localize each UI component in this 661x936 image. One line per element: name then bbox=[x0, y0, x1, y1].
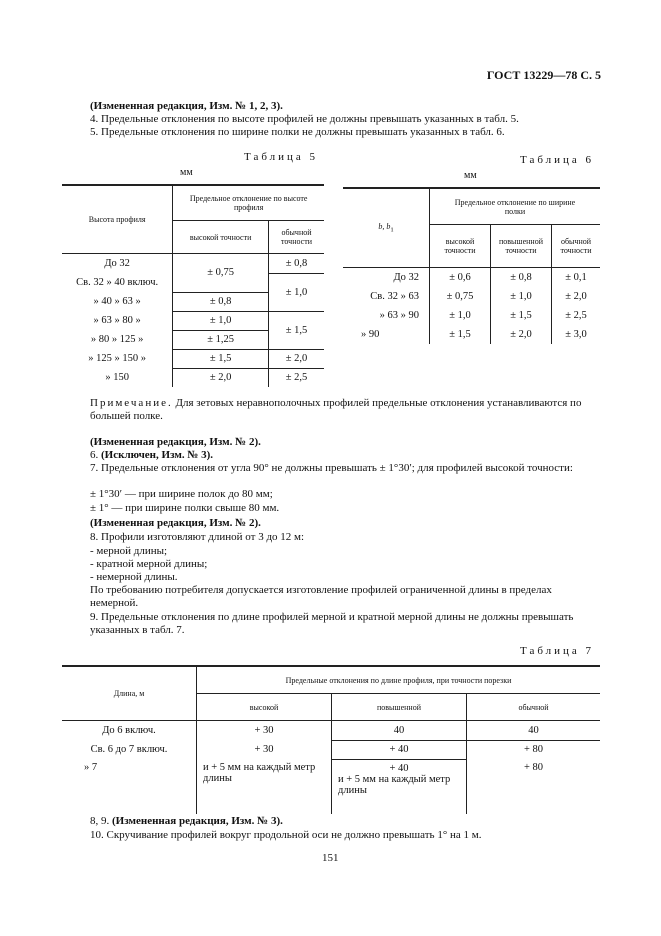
clause-9: 9. Предельные отклонения по длине профилей мерной и кратной мерной длины не должны превышать указанных в табл. 7. bbox=[90, 611, 574, 636]
clause-5: 5. Предельные отклонения по ширине полки не должны превышать указанных в табл. 6. bbox=[90, 126, 505, 138]
table7-col-group: Предельные отклонения по длине профиля, при точности порезки bbox=[197, 666, 601, 694]
table6-row: Св. 32 » 63 bbox=[370, 291, 419, 302]
table6-cell: ± 0,6 bbox=[430, 268, 491, 288]
table7-cell: 40 bbox=[467, 721, 601, 741]
table6-row: До 32 bbox=[393, 272, 419, 283]
table-7 bbox=[62, 665, 600, 814]
clause-8-b: - кратной мерной длины; bbox=[90, 558, 208, 570]
table5-col-group: Предельное отклонение по высоте профиля bbox=[173, 185, 324, 221]
table6-cell: ± 1,5 bbox=[430, 325, 491, 344]
table6-cell: ± 1,5 bbox=[491, 306, 552, 325]
table7-cell: + 30 bbox=[197, 740, 332, 759]
table7-col-len: Длина, м bbox=[62, 666, 197, 721]
table5-cell: ± 2,0 bbox=[268, 349, 324, 368]
table6-col-group: Предельное отклонение по ширине полки bbox=[430, 188, 601, 225]
edition-note: (Измененная редакция, Изм. № 2). bbox=[90, 436, 261, 448]
table6-row: » 90 bbox=[361, 329, 380, 340]
clause-7-b: ± 1° — при ширине полки свыше 80 мм. bbox=[90, 502, 280, 514]
table7-cell: + 40 bbox=[332, 740, 467, 759]
table6-cell: ± 3,0 bbox=[552, 325, 601, 344]
table5-cell: ± 1,5 bbox=[173, 349, 269, 368]
table-6 bbox=[343, 187, 600, 344]
clause-8-c: - немерной длины. bbox=[90, 571, 178, 583]
table6-cell: ± 2,5 bbox=[552, 306, 601, 325]
clause-7-a: ± 1°30′ — при ширине полок до 80 мм; bbox=[90, 488, 273, 500]
table6-col-normal: обычной точности bbox=[552, 225, 601, 268]
table7-cell: + 80 bbox=[467, 759, 601, 814]
table5-cell: ± 1,0 bbox=[268, 273, 324, 311]
table5-cell: ± 0,8 bbox=[268, 254, 324, 274]
note-body: Для зетовых неравнополочных профилей предельные отклонения устанавливаются по большей полке. bbox=[90, 397, 582, 422]
table5-caption: Таблица 5 bbox=[244, 151, 319, 163]
table6-unit: мм bbox=[464, 170, 477, 181]
table6-cell: ± 0,75 bbox=[430, 287, 491, 306]
table7-row: До 6 включ. bbox=[102, 725, 156, 736]
table7-col-inc: повышенной bbox=[332, 694, 467, 721]
table7-cell: 40 bbox=[332, 721, 467, 741]
table5-col-height: Высота профиля bbox=[62, 185, 173, 254]
table5-row: До 32 bbox=[104, 258, 130, 269]
edition-note: (Измененная редакция, Изм. № 1, 2, 3). bbox=[90, 100, 283, 112]
table7-caption: Таблица 7 bbox=[520, 645, 595, 657]
clause-4: 4. Предельные отклонения по высоте профилей не должны превышать указанных в табл. 5. bbox=[90, 113, 519, 125]
table5-row: » 150 bbox=[105, 372, 129, 383]
table6-caption: Таблица 6 bbox=[520, 154, 595, 166]
table7-cell: и + 5 мм на каждый метр длины bbox=[197, 759, 332, 814]
edition-note: 8, 9. (Измененная редакция, Изм. № 3). bbox=[90, 815, 283, 827]
table6-cell: ± 1,0 bbox=[430, 306, 491, 325]
clause-8-para: По требованию потребителя допускается изготовление профилей ограниченной длины в пределах немерной. bbox=[90, 584, 552, 609]
table5-cell: ± 1,25 bbox=[173, 330, 269, 349]
table5-col-normal: обычной точности bbox=[268, 221, 324, 254]
table5-cell: ± 0,75 bbox=[173, 254, 269, 293]
table6-col-inc: повышенной точности bbox=[491, 225, 552, 268]
note-label: Примечание. bbox=[90, 397, 173, 409]
table7-col-high: высокой bbox=[197, 694, 332, 721]
clause-6: 6. (Исключен, Изм. № 3). bbox=[90, 449, 214, 461]
table7-cell: + 40 и + 5 мм на каждый метр длины bbox=[332, 759, 467, 814]
table7-row: Св. 6 до 7 включ. bbox=[90, 744, 168, 755]
clause-7: 7. Предельные отклонения от угла 90° не должны превышать ± 1°30′; для профилей высокой точности: bbox=[90, 462, 573, 474]
page-number: 151 bbox=[322, 852, 339, 864]
clause-8: 8. Профили изготовляют длиной от 3 до 12 м: bbox=[90, 531, 305, 543]
table5-cell: ± 1,0 bbox=[173, 311, 269, 330]
table5-cell: ± 2,0 bbox=[173, 368, 269, 387]
table-5 bbox=[62, 184, 324, 387]
table6-cell: ± 2,0 bbox=[491, 325, 552, 344]
table5-cell: ± 2,5 bbox=[268, 368, 324, 387]
table7-row: » 7 bbox=[84, 762, 98, 773]
table7-cell: + 80 bbox=[467, 740, 601, 759]
table6-row: » 63 » 90 bbox=[379, 310, 419, 321]
table7-cell: + 30 bbox=[197, 721, 332, 741]
table7-col-normal: обычной bbox=[467, 694, 601, 721]
clause-8-a: - мерной длины; bbox=[90, 545, 168, 557]
table5-unit: мм bbox=[180, 167, 193, 178]
table5-col-high: высокой точности bbox=[173, 221, 269, 254]
table5-row: Св. 32 » 40 включ. bbox=[76, 277, 159, 288]
table5-cell: ± 0,8 bbox=[173, 292, 269, 311]
table5-cell: ± 1,5 bbox=[268, 311, 324, 349]
table5-row: » 63 » 80 » bbox=[93, 315, 141, 326]
edition-note: (Измененная редакция, Изм. № 2). bbox=[90, 517, 261, 529]
table6-cell: ± 0,1 bbox=[552, 268, 601, 288]
table5-row: » 125 » 150 » bbox=[88, 353, 147, 364]
table6-col-b: b, $b_1$ bbox=[343, 188, 430, 268]
table5-row: » 80 » 125 » bbox=[90, 334, 144, 345]
clause-10: 10. Скручивание профилей вокруг продольной оси не должно превышать 1° на 1 м. bbox=[90, 829, 482, 841]
table6-cell: ± 0,8 bbox=[491, 268, 552, 288]
table6-cell: ± 2,0 bbox=[552, 287, 601, 306]
table6-col-high: высокой точности bbox=[430, 225, 491, 268]
table-note bbox=[90, 397, 600, 423]
table5-row: » 40 » 63 » bbox=[93, 296, 141, 307]
table6-cell: ± 1,0 bbox=[491, 287, 552, 306]
page-header: ГОСТ 13229—78 С. 5 bbox=[486, 68, 601, 82]
